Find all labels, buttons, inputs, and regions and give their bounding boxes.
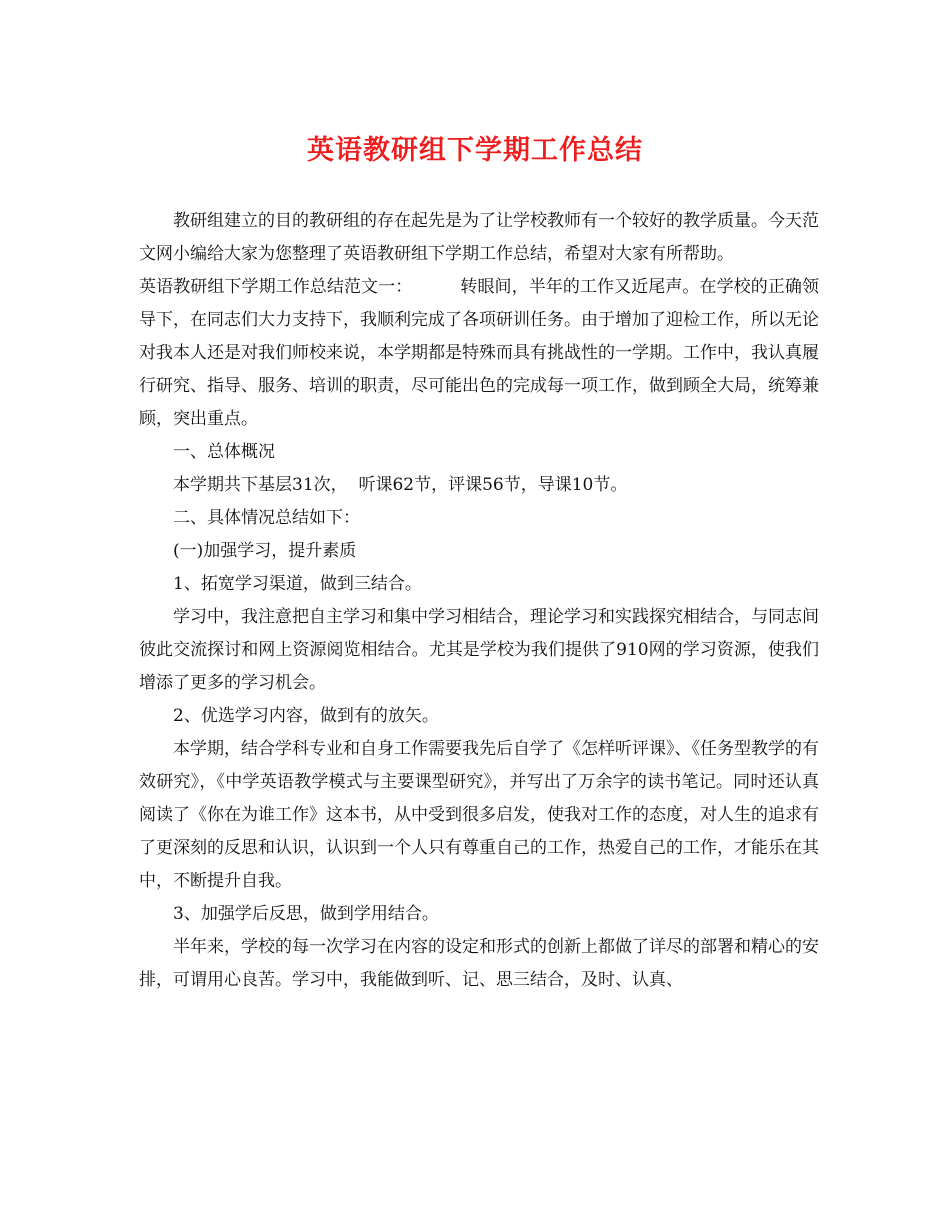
document-body <box>139 205 819 997</box>
heading-details: 二、具体情况总结如下： <box>173 508 360 528</box>
item-3: 3、加强学后反思，做到学用结合。 <box>173 904 439 924</box>
paragraph-2: 本学期，结合学科专业和自身工作需要我先后自学了《怎样听评课》、《任务型教学的有效研究》，《中学英语教学模式与主要课型研究》，并写出了万余字的读书笔记。同时还认真阅读了《你在为谁工作》这本书，从中受到很多启发，使我对工作的态度，对人生的追求有了更深刻的反思和认识，认识到一个人只有尊重自己的工作，热爱自己的工作，才能乐在其中，不断提升自我。 <box>139 739 819 891</box>
document-title: 英语教研组下学期工作总结 <box>307 135 643 166</box>
paragraph-3: 半年来，学校的每一次学习在内容的设定和形式的创新上都做了详尽的部署和精心的安排，可谓用心良苦。学习中，我能做到听、记、思三结合，及时、认真、 <box>139 937 819 990</box>
intro-paragraph: 教研组建立的目的教研组的存在起先是为了让学校教师有一个较好的教学质量。今天范文网小编给大家为您整理了英语教研组下学期工作总结，希望对大家有所帮助。 <box>139 211 819 264</box>
paragraph-1: 学习中，我注意把自主学习和集中学习相结合，理论学习和实践探究相结合，与同志间彼此交流探讨和网上资源阅览相结合。尤其是学校为我们提供了910网的学习资源，使我们增添了更多的学习机会。 <box>139 607 819 693</box>
heading-overview: 一、总体概况 <box>173 442 275 462</box>
stats-paragraph: 本学期共下基层31次， 听课62节，评课56节，导课10节。 <box>173 475 628 495</box>
sample-label: 英语教研组下学期工作总结范文一： <box>139 277 413 297</box>
sample-text: 转眼间，半年的工作又近尾声。在学校的正确领导下，在同志们大力支持下，我顺利完成了各项研训任务。由于增加了迎检工作，所以无论对我本人还是对我们师校来说，本学期都是特殊而具有挑战性的一学期。工作中，我认真履行研究、指导、服务、培训的职责，尽可能出色的完成每一项工作，做到顾全大局，统筹兼顾，突出重点。 <box>139 277 819 429</box>
item-2: 2、优选学习内容，做到有的放矢。 <box>173 706 439 726</box>
item-1: 1、拓宽学习渠道，做到三结合。 <box>173 574 422 594</box>
sample-paragraph <box>139 271 819 436</box>
sub-heading-study: (一)加强学习，提升素质 <box>173 541 357 561</box>
